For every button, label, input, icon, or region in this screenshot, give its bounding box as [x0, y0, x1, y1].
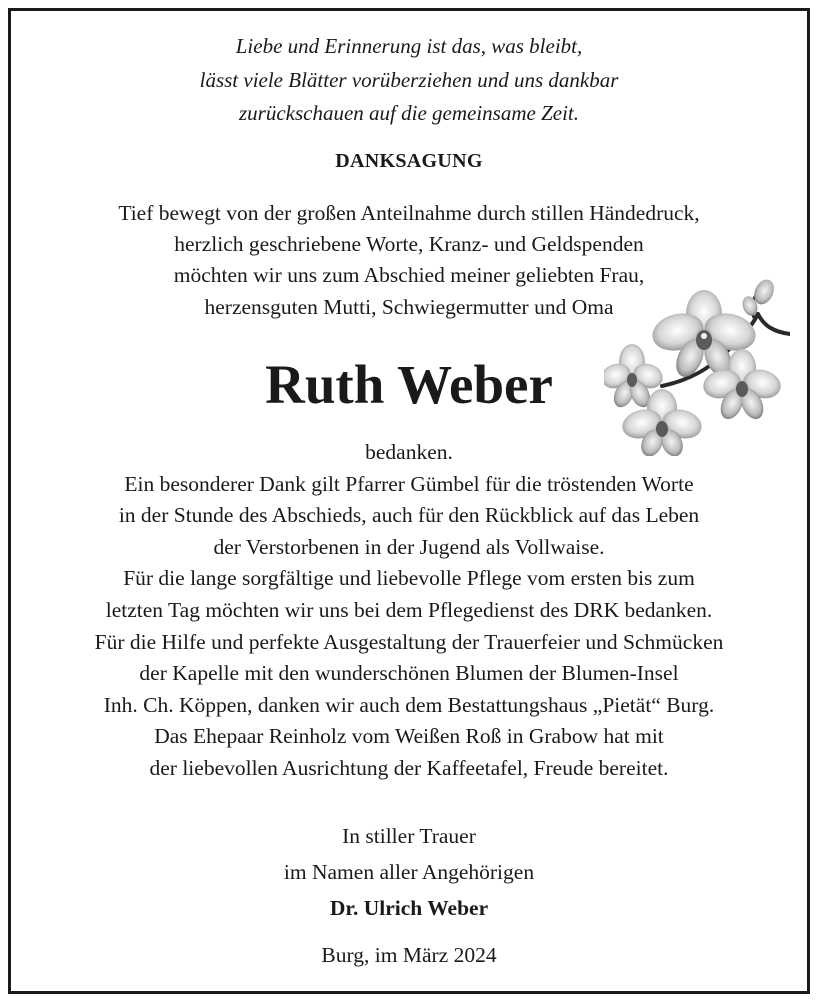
- thanks-line: Ein besonderer Dank gilt Pfarrer Gümbel für die tröstenden Worte: [124, 471, 694, 496]
- thanks-text: [0, 437, 818, 785]
- poem-line: zurückschauen auf die gemeinsame Zeit.: [238, 101, 579, 125]
- thanks-line: Das Ehepaar Reinholz vom Weißen Roß in Grabow hat mit: [154, 724, 664, 749]
- thanks-line: letzten Tag möchten wir uns bei dem Pflegedienst des DRK bedanken.: [105, 597, 713, 622]
- poem-line: Liebe und Erinnerung ist das, was bleibt,: [235, 34, 583, 58]
- thanks-line: in der Stunde des Abschieds, auch für den Rückblick auf das Leben: [118, 503, 700, 528]
- orchid-branch-icon: [604, 278, 790, 456]
- thanks-line: Inh. Ch. Köppen, danken wir auch dem Bestattungshaus „Pietät“ Burg.: [103, 692, 715, 717]
- place-date: Burg, im März 2024: [321, 943, 497, 967]
- relatives-line: im Namen aller Angehörigen: [283, 860, 535, 884]
- mourning-line: In stiller Trauer: [342, 824, 476, 848]
- memorial-poem: [0, 30, 818, 131]
- thanks-line: der Kapelle mit den wunderschönen Blumen der Blumen-Insel: [139, 661, 679, 686]
- thanks-line: Für die Hilfe und perfekte Ausgestaltung der Trauerfeier und Schmücken: [94, 629, 724, 654]
- intro-line: Tief bewegt von der großen Anteilnahme durch stillen Händedruck,: [118, 201, 700, 225]
- intro-line: möchten wir uns zum Abschied meiner geliebten Frau,: [173, 263, 645, 288]
- thanks-line: der Verstorbenen in der Jugend als Vollwaise.: [213, 534, 605, 559]
- signatory-name: Dr. Ulrich Weber: [329, 896, 489, 920]
- signature-block: [0, 818, 818, 926]
- thanks-line: der liebevollen Ausrichtung der Kaffeetafel, Freude bereitet.: [149, 755, 669, 780]
- thanks-line: Für die lange sorgfältige und liebevolle Pflege vom ersten bis zum: [123, 566, 695, 591]
- thanks-line: bedanken.: [365, 440, 453, 464]
- poem-line: lässt viele Blätter vorüberziehen und uns dankbar: [199, 67, 619, 92]
- notice-heading: DANKSAGUNG: [335, 150, 483, 172]
- intro-line: herzlich geschriebene Worte, Kranz- und Geldspenden: [174, 232, 644, 257]
- deceased-name: Ruth Weber: [265, 354, 553, 415]
- intro-line: herzensguten Mutti, Schwiegermutter und Oma: [204, 294, 614, 319]
